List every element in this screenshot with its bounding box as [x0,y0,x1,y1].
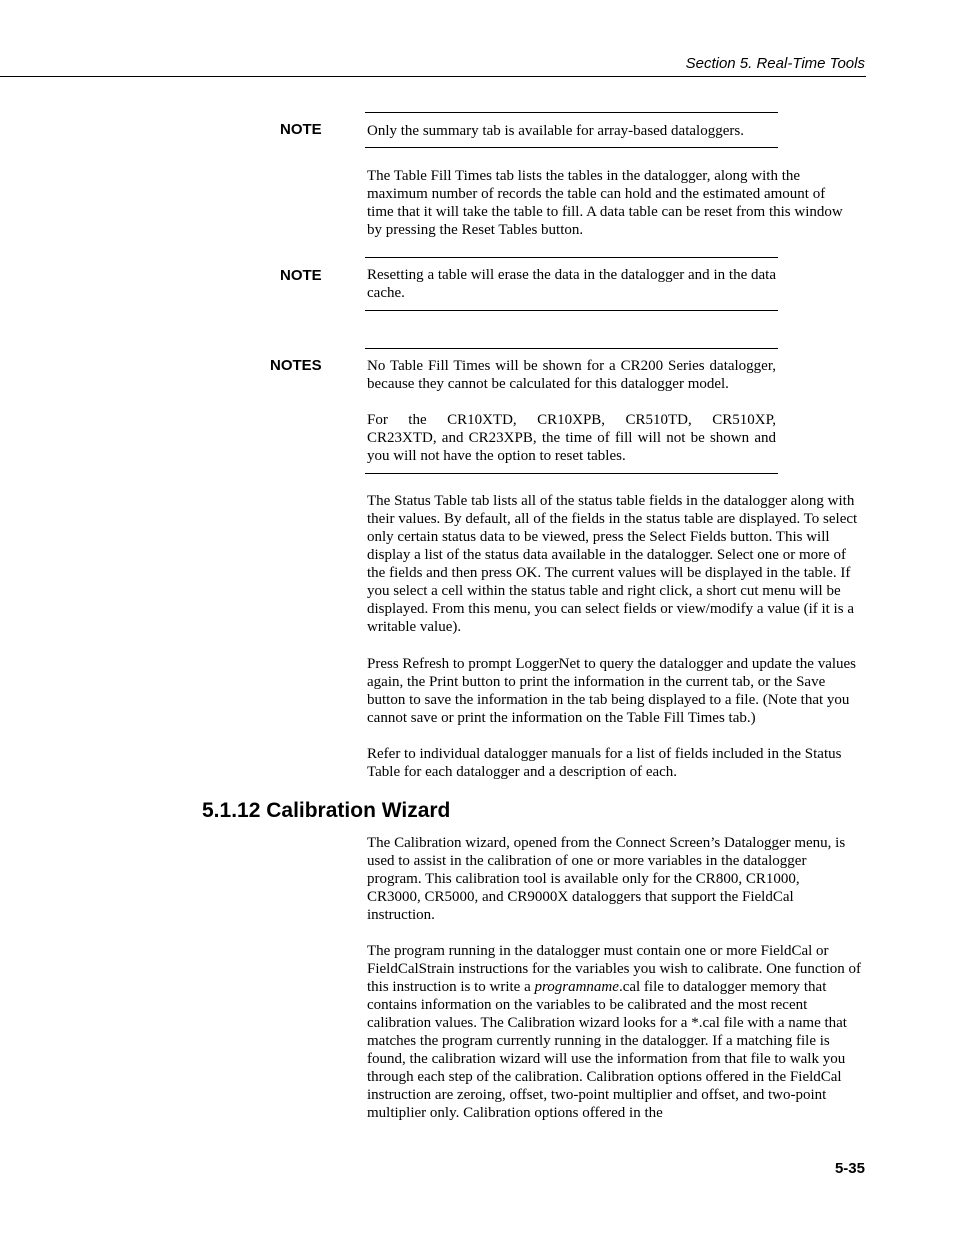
notes-label-3: NOTES [270,357,322,374]
paragraph-status-table: The Status Table tab lists all of the status table fields in the datalogger along with their values. By default, all of the fields in the status table are displayed. To select only certain status data to be viewed, press the Select Fields button. This will display a list of the status data available in the datalogger. Select one or more of the fields and then press OK. The current values will be displayed in the table. If you select a cell within the status table and right click, a short cut menu will be displayed. From this menu, you can select fields or view/modify a value (if it is a writable value). [367,493,858,635]
paragraph-refresh: Press Refresh to prompt LoggerNet to query the datalogger and update the values again, the Print button to print the information in the current tab, or the Save button to save the information in the tab being displayed to a file. (Note that you cannot save or print the information on the Table Fill Times tab.) [367,656,857,726]
calib2-programname: programname [534,979,619,995]
notes-text-3b-rest: CR23XTD, and CR23XPB, the time of fill will not be shown and you will not have the option to reset tables. [367,430,776,464]
paragraph-calibration-1: The Calibration wizard, opened from the Connect Screen’s Datalogger menu, is used to assist in the calibration of one or more variables in the datalogger program. This calibration tool is available only for the CR800, CR1000, CR3000, CR5000, and CR9000X dataloggers that support the FieldCal instruction. [367,835,846,923]
notes-text-3a: No Table Fill Times will be shown for a CR200 Series datalogger, because they cannot be calculated for this datalogger model. [367,358,776,392]
calib2-text-after: .cal file to datalogger memory that contains information on the variables to be calibrated and the most recent calibration values. The Calibration wizard looks for a *.cal file with a name that matches the program currently running in the datalogger. If a matching file is found, the calibration wizard will use the information from that file to walk you through each step of the calibration. Calibration options offered in the FieldCal instruction are zeroing, offset, two-point multiplier and offset, and two-point multiplier only. Calibration options offered in the [367,979,847,1121]
note-label-2: NOTE [280,267,322,284]
note-label-1: NOTE [280,121,322,138]
note-text-2: Resetting a table will erase the data in the datalogger and in the data cache. [367,267,776,301]
header-rule [0,76,866,77]
page-number: 5-35 [834,1160,865,1177]
note-box-2 [365,257,778,311]
notes-box-3 [365,348,778,474]
notes-text-3b-line1: For the CR10XTD, CR10XPB, CR510TD, CR510XP, [367,412,776,428]
paragraph-refer: Refer to individual datalogger manuals for a list of fields included in the Status Table for each datalogger and a description of each. [367,746,842,780]
calib2-text-before: The program running in the datalogger must contain one or more FieldCal or FieldCalStrain instructions for the variables you wish to calibrate. One function of this instruction is to write a [367,943,862,995]
section-heading: 5.1.12 Calibration Wizard [202,799,451,822]
paragraph-calibration-2 [367,942,865,1122]
paragraph-table-fill-times: The Table Fill Times tab lists the tables in the datalogger, along with the maximum number of records the table can hold and the estimated amount of time that it will take the table to fill. A data table can be reset from this window by pressing the Reset Tables button. [367,168,843,238]
note-box-1 [365,112,778,148]
note-text-1: Only the summary tab is available for array-based dataloggers. [367,123,744,139]
running-header: Section 5. Real-Time Tools [685,55,865,72]
